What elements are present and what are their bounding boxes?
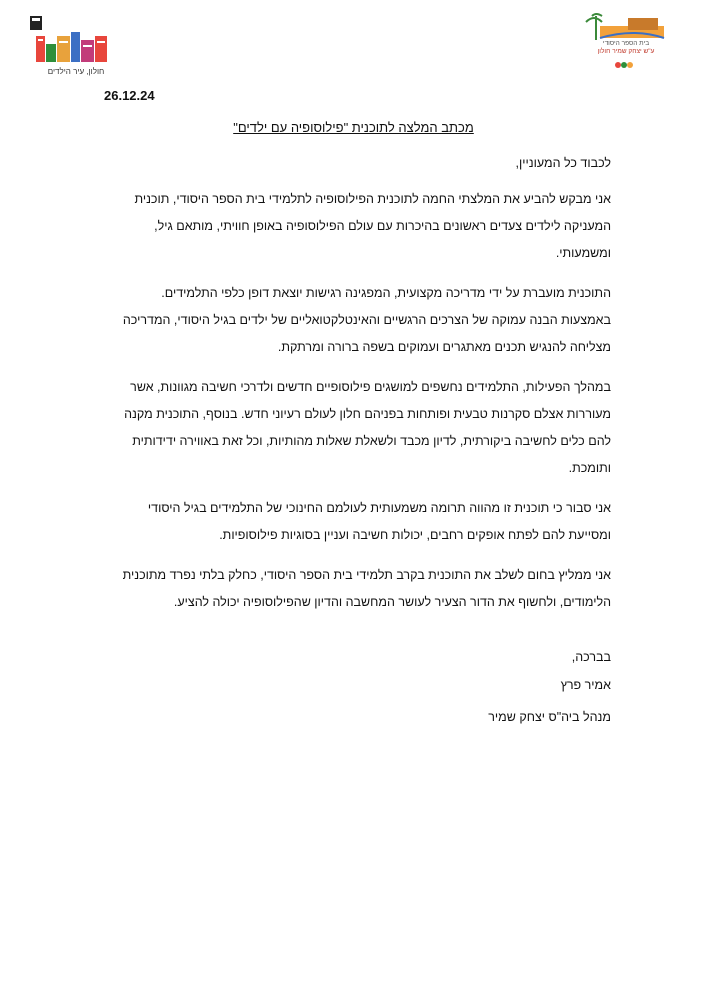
letter-paragraph: אני מבקש להביע את המלצתי החמה לתוכנית הפילוסופיה לתלמידי בית הספר היסודי, תוכנית המעניקה לילדים צעדים ראשונים בהיכרות עם עולם הפילוסופיה באופן חוויתי, מותאם גיל, ומשמעותי. <box>134 192 611 260</box>
school-logo-name: ע"ש יצחק שמיר חולון <box>597 48 655 55</box>
school-logo-label: בית הספר היסודי <box>602 40 650 47</box>
letter-paragraph: אני ממליץ בחום לשלב את התוכנית בקרב תלמידי בית הספר היסודי, כחלק בלתי נפרד מתוכנית הלימודים, ולחשוף את הדור הצעיר לעושר המחשבה והדיון שהפילוסופיה יכולה להציע. <box>122 568 611 609</box>
letter-body <box>111 186 611 629</box>
letter-title: מכתב המלצה לתוכנית "פילוסופיה עם ילדים" <box>233 120 474 135</box>
letter-date: 26.12.24 <box>104 88 155 103</box>
holon-logo-caption: חולון, עיר הילדים <box>47 67 105 76</box>
small-emblem-icon <box>612 58 634 72</box>
letter-greeting: לכבוד כל המעוניין, <box>515 156 611 170</box>
letter-paragraph: במהלך הפעילות, התלמידים נחשפים למושגים פילוסופיים חדשים ולדרכי חשיבה מגוונות, אשר מעוררות אצלם סקרנות טבעית ופותחות בפניהם חלון לעולם רעיוני חדש. בנוסף, התוכנית מקנה להם כלים לחשיבה ביקורתית, לדיון מכבד ולשאלת שאלות מהותיות, וכל זאת באווירה ידידותית ותומכת. <box>124 380 611 475</box>
signer-name: אמיר פרץ <box>560 678 611 692</box>
letter-closing: בברכה, <box>571 650 611 664</box>
letter-paragraph: אני סבור כי תוכנית זו מהווה תרומה משמעותית לעולמם החינוכי של התלמידים בגיל היסודי ומסייעת להם לפתח אופקים רחבים, יכולות חשיבה ועניין בסוגיות פילוסופיות. <box>147 501 611 542</box>
letter-paragraph: התוכנית מועברת על ידי מדריכה מקצועית, המפגינה רגישות יוצאת דופן כלפי התלמידים. באמצעות הבנה עמוקה של הצרכים הרגשיים והאינטלקטואליים של ילדים בגיל היסודי, המדריכה מצליחה להנגיש תכנים מאתגרים ועמוקים בשפה ברורה ומרתקת. <box>122 286 611 354</box>
signer-title: מנהל ביה"ס יצחק שמיר <box>488 710 611 724</box>
